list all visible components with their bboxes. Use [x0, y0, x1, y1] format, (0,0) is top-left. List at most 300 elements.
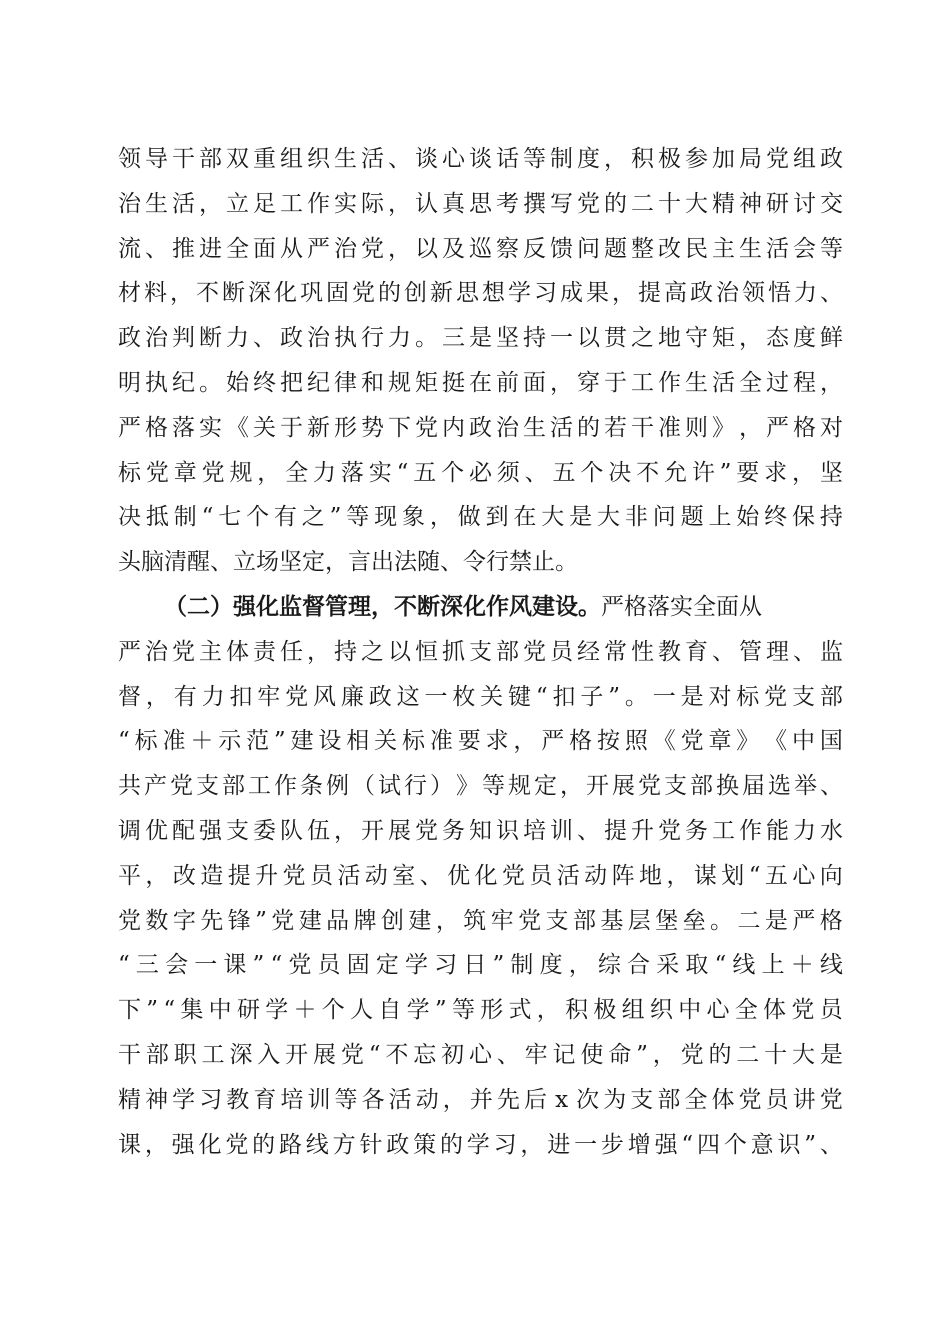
glyph: 取	[685, 952, 709, 979]
glyph: 果	[586, 280, 609, 307]
glyph: 治	[145, 638, 168, 665]
glyph: 、	[524, 459, 548, 486]
glyph: 支	[226, 817, 249, 844]
glyph: 精	[118, 1086, 141, 1113]
glyph: 习	[534, 280, 557, 307]
glyph: 设	[318, 728, 342, 755]
glyph: 想	[482, 280, 505, 307]
glyph: 治	[496, 414, 519, 441]
glyph: 始	[736, 504, 760, 531]
glyph: 》	[456, 773, 479, 800]
glyph: 党	[738, 1086, 762, 1113]
glyph: 工	[201, 1041, 225, 1068]
glyph: 部	[199, 146, 222, 172]
glyph: 国	[819, 728, 843, 755]
glyph: 严	[118, 414, 141, 441]
glyph: 后	[523, 1086, 547, 1113]
glyph: 品	[326, 907, 350, 934]
glyph: 生	[739, 235, 762, 262]
glyph: 形	[334, 414, 357, 441]
glyph: ，	[739, 325, 762, 352]
glyph: 支	[469, 638, 492, 665]
glyph: 路	[278, 1131, 302, 1158]
glyph: 部	[496, 638, 519, 665]
glyph: 规	[388, 369, 411, 396]
glyph: 保	[792, 504, 816, 531]
glyph: 《	[764, 728, 788, 755]
glyph: 员	[309, 862, 333, 889]
glyph: ，	[334, 817, 357, 844]
glyph: ，	[820, 369, 843, 396]
glyph: 矩	[712, 325, 735, 352]
glyph: 谈	[415, 146, 438, 172]
glyph: 神	[739, 190, 762, 217]
glyph: 、	[496, 1041, 520, 1068]
glyph: 料	[144, 280, 167, 307]
glyph: 格	[569, 728, 593, 755]
glyph: 初	[441, 1041, 465, 1068]
glyph: 治	[145, 325, 168, 352]
glyph: 抵	[145, 504, 169, 531]
glyph: 谈	[469, 146, 492, 172]
glyph: ，	[145, 862, 169, 889]
glyph: 鲜	[820, 325, 843, 352]
glyph: 党	[352, 280, 375, 307]
glyph: “	[163, 997, 176, 1024]
glyph: 训	[550, 817, 573, 844]
glyph: 采	[656, 952, 680, 979]
glyph: 于	[604, 369, 627, 396]
text-line	[118, 943, 843, 988]
glyph: 干	[631, 414, 654, 441]
glyph: ＋	[790, 952, 814, 979]
glyph: 做	[457, 504, 481, 531]
glyph: 足	[253, 190, 276, 217]
glyph: 党	[577, 190, 600, 217]
glyph: 心	[442, 146, 465, 172]
glyph: 识	[777, 1131, 801, 1158]
glyph: 必	[468, 459, 492, 486]
glyph: 改	[658, 235, 681, 262]
glyph: 等	[482, 773, 505, 800]
glyph: 持	[819, 504, 843, 531]
glyph: ，	[145, 683, 169, 710]
glyph: 题	[680, 504, 704, 531]
glyph: 管	[739, 638, 762, 665]
glyph: 工	[280, 190, 303, 217]
glyph: 领	[742, 280, 765, 307]
glyph: 增	[627, 1131, 651, 1158]
glyph: 扣	[552, 683, 576, 710]
glyph: 党	[170, 773, 193, 800]
glyph: 作	[274, 773, 297, 800]
glyph: 课	[118, 1131, 141, 1158]
text-line	[118, 988, 843, 1033]
glyph: 断	[222, 280, 245, 307]
glyph: ”	[719, 459, 732, 486]
glyph: 条	[300, 773, 323, 800]
glyph: 恒	[415, 638, 438, 665]
glyph: 相	[346, 728, 370, 755]
text-line	[118, 1078, 843, 1123]
glyph: 执	[145, 369, 168, 396]
glyph: 关	[480, 683, 504, 710]
glyph: 务	[442, 817, 465, 844]
glyph: 化	[474, 862, 498, 889]
glyph: 创	[404, 280, 427, 307]
glyph: 牢	[257, 683, 281, 710]
glyph: 治	[334, 235, 357, 262]
glyph: 在	[513, 504, 537, 531]
glyph: 现	[374, 504, 398, 531]
glyph: 经	[577, 638, 600, 665]
glyph: 学	[466, 1131, 490, 1158]
glyph: 全	[739, 369, 762, 396]
glyph: 七	[218, 504, 242, 531]
glyph: 的	[708, 1041, 732, 1068]
glyph: ”	[804, 1131, 817, 1158]
glyph: 持	[334, 638, 357, 665]
glyph: 。	[710, 907, 734, 934]
glyph: 范	[246, 728, 270, 755]
glyph: 性	[631, 638, 654, 665]
glyph: 键	[508, 683, 532, 710]
glyph: 个	[723, 1131, 747, 1158]
glyph: 局	[739, 146, 762, 172]
glyph: 举	[794, 773, 817, 800]
glyph: 积	[565, 997, 589, 1024]
glyph: 关	[374, 728, 398, 755]
glyph: 民	[685, 235, 708, 262]
glyph: 二	[631, 190, 654, 217]
glyph: 纪	[172, 369, 195, 396]
glyph: 中	[792, 728, 816, 755]
text-line	[118, 1123, 843, 1168]
glyph: 准	[429, 728, 453, 755]
section-heading-line: （二）强化监督管理，不断深化作风建设。 严格落实全面从	[118, 585, 843, 630]
glyph: 员	[529, 862, 553, 889]
glyph: ，	[388, 235, 411, 262]
glyph: 党	[523, 638, 546, 665]
glyph: 干	[172, 146, 195, 172]
glyph: 是	[819, 1041, 843, 1068]
glyph: 思	[456, 280, 479, 307]
glyph: 政	[368, 683, 392, 710]
glyph: 下	[118, 997, 141, 1024]
glyph: ＋	[190, 728, 214, 755]
glyph: ”	[255, 907, 267, 934]
glyph: 判	[172, 325, 195, 352]
glyph: 选	[768, 773, 791, 800]
glyph: 训	[307, 1086, 331, 1113]
glyph: 并	[469, 1086, 493, 1113]
glyph: 员	[317, 952, 341, 979]
glyph: 职	[173, 1041, 197, 1068]
glyph: 馈	[550, 235, 573, 262]
glyph: 、	[819, 1131, 843, 1158]
glyph: “	[396, 459, 409, 486]
glyph: ，	[429, 504, 453, 531]
glyph: 大	[792, 1041, 816, 1068]
glyph: 不	[636, 459, 660, 486]
glyph: 定	[534, 773, 557, 800]
glyph: ”	[252, 952, 265, 979]
glyph: 章	[173, 459, 197, 486]
glyph: 试	[378, 773, 401, 800]
glyph: ”	[329, 504, 342, 531]
glyph: 党	[658, 817, 681, 844]
text-line	[118, 316, 843, 361]
glyph: 决	[608, 459, 632, 486]
glyph: 主	[199, 638, 222, 665]
glyph: 部	[222, 773, 245, 800]
glyph: 调	[118, 817, 141, 844]
glyph: “	[681, 1131, 694, 1158]
glyph: 是	[680, 683, 704, 710]
glyph: ”	[608, 683, 620, 710]
glyph: 力	[201, 683, 225, 710]
glyph: 学	[406, 997, 430, 1024]
glyph: 的	[252, 1131, 276, 1158]
glyph: 学	[405, 952, 429, 979]
glyph: ，	[388, 190, 411, 217]
glyph: 党	[680, 728, 704, 755]
glyph: 政	[118, 325, 141, 352]
text-line	[118, 361, 843, 406]
glyph: 度	[793, 325, 816, 352]
glyph: 课	[223, 952, 247, 979]
glyph: 活	[337, 862, 361, 889]
glyph: 、	[253, 325, 276, 352]
glyph: 织	[649, 997, 673, 1024]
glyph: 策	[413, 1131, 437, 1158]
text-line	[118, 137, 843, 182]
glyph: 线	[819, 952, 843, 979]
glyph: 准	[162, 728, 186, 755]
glyph: ，	[144, 1131, 168, 1158]
glyph: 化	[198, 1131, 222, 1158]
glyph: 到	[485, 504, 509, 531]
glyph: 全	[285, 459, 309, 486]
glyph: 五	[552, 459, 576, 486]
glyph: 任	[280, 638, 303, 665]
glyph: 于	[280, 414, 303, 441]
glyph: 支	[196, 773, 219, 800]
glyph: 个	[441, 459, 465, 486]
glyph: 、	[712, 638, 735, 665]
glyph: 活	[766, 235, 789, 262]
glyph: 党	[282, 862, 306, 889]
glyph: 断	[199, 325, 222, 352]
glyph: 在	[469, 369, 492, 396]
glyph: 线	[305, 1131, 329, 1158]
glyph: x	[555, 1086, 569, 1113]
glyph: 党	[415, 817, 438, 844]
glyph: 力	[793, 817, 816, 844]
glyph: 力	[388, 325, 411, 352]
glyph: 换	[716, 773, 739, 800]
glyph: 力	[226, 325, 249, 352]
glyph: 实	[368, 459, 392, 486]
glyph: 提	[227, 862, 251, 889]
glyph: 一	[574, 1131, 598, 1158]
glyph: 等	[334, 1086, 358, 1113]
glyph: 习	[199, 1086, 223, 1113]
glyph: 格	[145, 414, 168, 441]
glyph: 全	[734, 997, 758, 1024]
glyph: 是	[569, 504, 593, 531]
glyph: 要	[457, 728, 481, 755]
glyph: 严	[766, 414, 789, 441]
glyph: 平	[118, 862, 141, 889]
glyph: 水	[820, 817, 843, 844]
glyph: 党	[518, 907, 542, 934]
glyph: 极	[658, 146, 681, 172]
glyph: 面	[523, 369, 546, 396]
text-line	[118, 630, 843, 675]
glyph: 地	[658, 325, 681, 352]
glyph: 务	[685, 817, 708, 844]
glyph: 巩	[300, 280, 323, 307]
glyph: 党	[764, 683, 788, 710]
glyph: 三	[442, 325, 465, 352]
glyph: 党	[361, 235, 384, 262]
glyph: 势	[361, 414, 384, 441]
glyph: 明	[118, 369, 141, 396]
glyph: 对	[820, 414, 843, 441]
glyph: 进	[199, 235, 222, 262]
glyph: 造	[200, 862, 224, 889]
glyph: 政	[386, 1131, 410, 1158]
glyph: 悟	[768, 280, 791, 307]
glyph: 牢	[524, 1041, 548, 1068]
text-line	[118, 182, 843, 227]
text-line	[118, 809, 843, 854]
glyph: 终	[764, 504, 788, 531]
glyph: 党	[501, 862, 525, 889]
glyph: 深	[229, 1041, 253, 1068]
glyph: 生	[523, 414, 546, 441]
glyph: 开	[285, 1041, 309, 1068]
glyph: 动	[364, 862, 388, 889]
glyph: 党	[145, 459, 169, 486]
glyph: 落	[172, 414, 195, 441]
glyph: “	[118, 952, 130, 979]
glyph: 题	[604, 235, 627, 262]
glyph: 活	[361, 146, 384, 172]
glyph: 二	[737, 907, 761, 934]
glyph: 十	[764, 1041, 788, 1068]
glyph: 前	[496, 369, 519, 396]
glyph: ，	[520, 1131, 544, 1158]
glyph: 部	[657, 1086, 681, 1113]
glyph: 话	[496, 146, 519, 172]
glyph: 、	[820, 280, 843, 307]
glyph: 二	[736, 1041, 760, 1068]
glyph: 政	[820, 146, 843, 172]
glyph: ”	[492, 952, 505, 979]
glyph: 开	[586, 773, 609, 800]
glyph: 神	[145, 1086, 169, 1113]
glyph: 创	[380, 907, 404, 934]
glyph: 制	[550, 146, 573, 172]
glyph: 四	[696, 1131, 720, 1158]
glyph: 进	[547, 1131, 571, 1158]
glyph: 等	[346, 504, 370, 531]
glyph: 非	[624, 504, 648, 531]
glyph: 部	[819, 683, 843, 710]
glyph: 建	[298, 907, 322, 934]
glyph: 组	[621, 997, 645, 1024]
glyph: 固	[346, 952, 370, 979]
glyph: 合	[627, 952, 651, 979]
glyph: 工	[248, 773, 271, 800]
glyph: 主	[712, 235, 735, 262]
glyph: （	[352, 773, 375, 800]
glyph: 各	[361, 1086, 385, 1113]
glyph: 严	[541, 728, 565, 755]
glyph: 作	[739, 817, 762, 844]
text-line	[118, 854, 843, 899]
glyph: 整	[631, 235, 654, 262]
glyph: 的	[439, 1131, 463, 1158]
glyph: 律	[334, 369, 357, 396]
glyph: 生	[685, 369, 708, 396]
glyph: 过	[766, 369, 789, 396]
glyph: 牌	[353, 907, 377, 934]
glyph: 参	[685, 146, 708, 172]
glyph: 守	[685, 325, 708, 352]
glyph: 优	[447, 862, 471, 889]
glyph: 育	[685, 638, 708, 665]
glyph: 层	[627, 907, 651, 934]
glyph: 持	[523, 325, 546, 352]
text-line	[118, 495, 843, 540]
glyph: 先	[200, 907, 224, 934]
glyph: 党	[766, 146, 789, 172]
glyph: 展	[313, 1041, 337, 1068]
glyph: 强	[171, 1131, 195, 1158]
glyph: ，	[170, 280, 193, 307]
glyph: 上	[708, 504, 732, 531]
glyph: 以	[577, 325, 600, 352]
glyph: 使	[580, 1041, 604, 1068]
glyph: 行	[361, 325, 384, 352]
glyph: 共	[118, 773, 141, 800]
glyph: 式	[508, 997, 532, 1024]
glyph: 制	[173, 504, 197, 531]
glyph: ，	[513, 728, 537, 755]
glyph: 研	[236, 997, 260, 1024]
glyph: 提	[638, 280, 661, 307]
glyph: 的	[378, 280, 401, 307]
glyph: 会	[793, 235, 816, 262]
glyph: 锋	[227, 907, 251, 934]
glyph: 责	[253, 638, 276, 665]
glyph: 察	[496, 235, 519, 262]
glyph: ，	[257, 459, 281, 486]
glyph: 支	[664, 773, 687, 800]
glyph: 员	[765, 1086, 789, 1113]
glyph: 干	[118, 1041, 141, 1068]
section-heading: （二）强化监督管理，不断深化作风建设。	[164, 592, 601, 620]
glyph: 提	[604, 817, 627, 844]
glyph: 高	[664, 280, 687, 307]
glyph: 产	[144, 773, 167, 800]
text-line: 头脑清醒、立场坚定，言出法随、令行禁止。	[118, 549, 578, 576]
glyph: 挺	[442, 369, 465, 396]
glyph: 深	[248, 280, 271, 307]
